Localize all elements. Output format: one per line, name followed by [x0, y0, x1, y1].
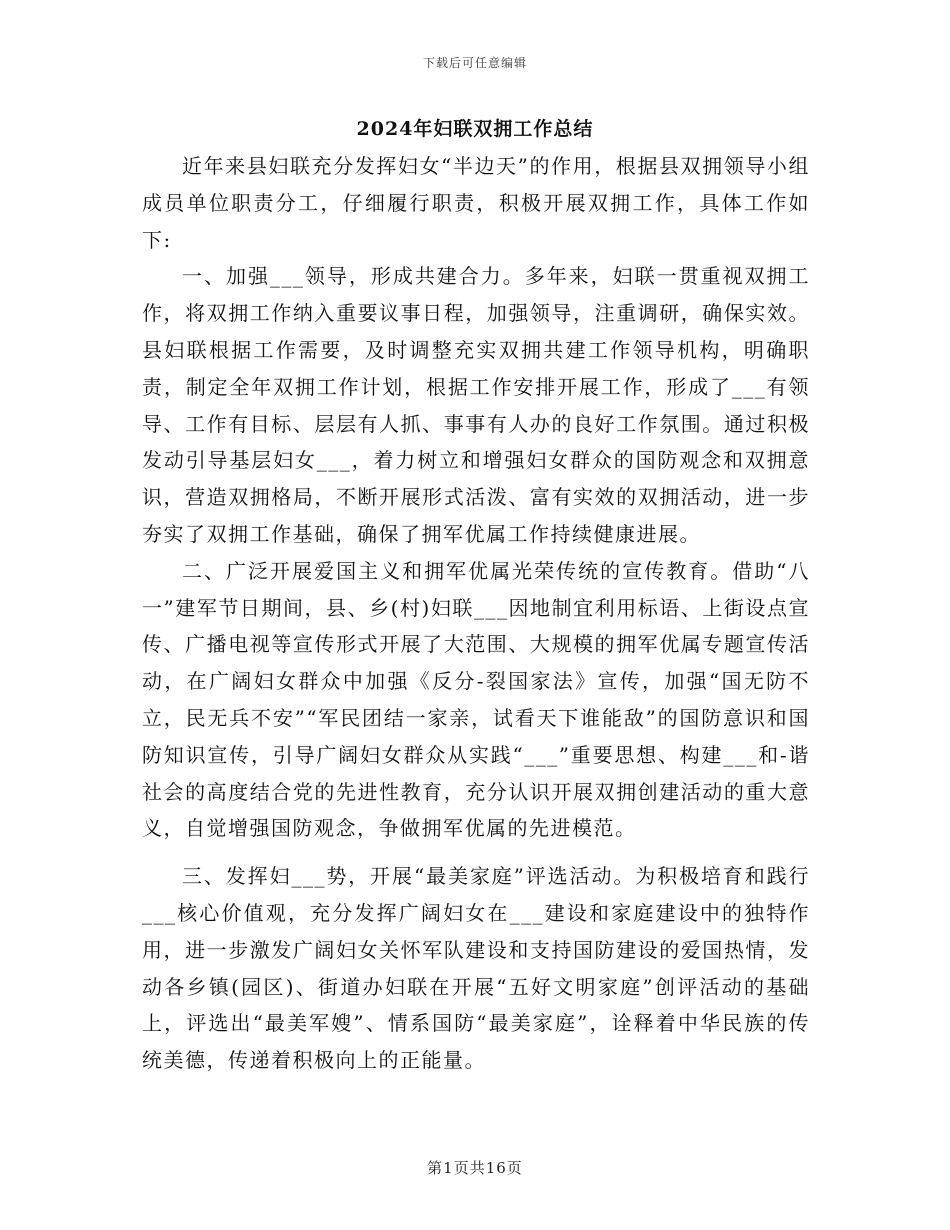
paragraph-section-2: 二、广泛开展爱国主义和拥军优属光荣传统的宣传教育。借助“八一”建军节日期间，县、乡(村)妇联___因地制宜利用标语、上街设点宣传、广播电视等宣传形式开展了大范围、大规模的拥军优属专题宣传活动，在广阔妇女群众中加强《反分-裂国家法》宣传，加强“国无防不立，民无兵不安”“军民团结一家亲，试看天下谁能敌”的国防意识和国防知识宣传，引导广阔妇女群众从实践“___”重要思想、构建___和-谐社会的高度结合党的先进性教育，充分认识开展双拥创建活动的重大意义，自觉增强国防观念，争做拥军优属的先进模范。 — [142, 558, 810, 841]
document-title: 2024年妇联双拥工作总结 — [356, 118, 594, 140]
paragraph-section-1: 一、加强___领导，形成共建合力。多年来，妇联一贯重视双拥工作，将双拥工作纳入重要议事日程，加强领导，注重调研，确保实效。县妇联根据工作需要，及时调整充实双拥共建工作领导机构，明确职责，制定全年双拥工作计划，根据工作安排开展工作，形成了___有领导、工作有目标、层层有人抓、事事有人办的良好工作氛围。通过积极发动引导基层妇女___，着力树立和增强妇女群众的国防观念和双拥意识，营造双拥格局，不断开展形式活泼、富有实效的双拥活动，进一步夯实了双拥工作基础，确保了拥军优属工作持续健康进展。 — [142, 264, 810, 546]
document-body — [142, 148, 810, 1079]
header-note: 下载后可任意编辑 — [422, 56, 527, 70]
paragraph-section-3: 三、发挥妇___势，开展“最美家庭”评选活动。为积极培育和践行___核心价值观，充分发挥广阔妇女在___建设和家庭建设中的独特作用，进一步激发广阔妇女关怀军队建设和支持国防建设的爱国热情，发动各乡镇(园区)、街道办妇联在开展“五好文明家庭”创评活动的基础上，评选出“最美军嫂”、情系国防“最美家庭”，诠释着中华民族的传统美德，传递着积极向上的正能量。 — [142, 864, 810, 1073]
page-number-footer: 第1页共16页 — [427, 1159, 523, 1177]
paragraph-intro: 近年来县妇联充分发挥妇女“半边天”的作用，根据县双拥领导小组成员单位职责分工，仔细履行职责，积极开展双拥工作，具体工作如下: — [142, 154, 810, 252]
